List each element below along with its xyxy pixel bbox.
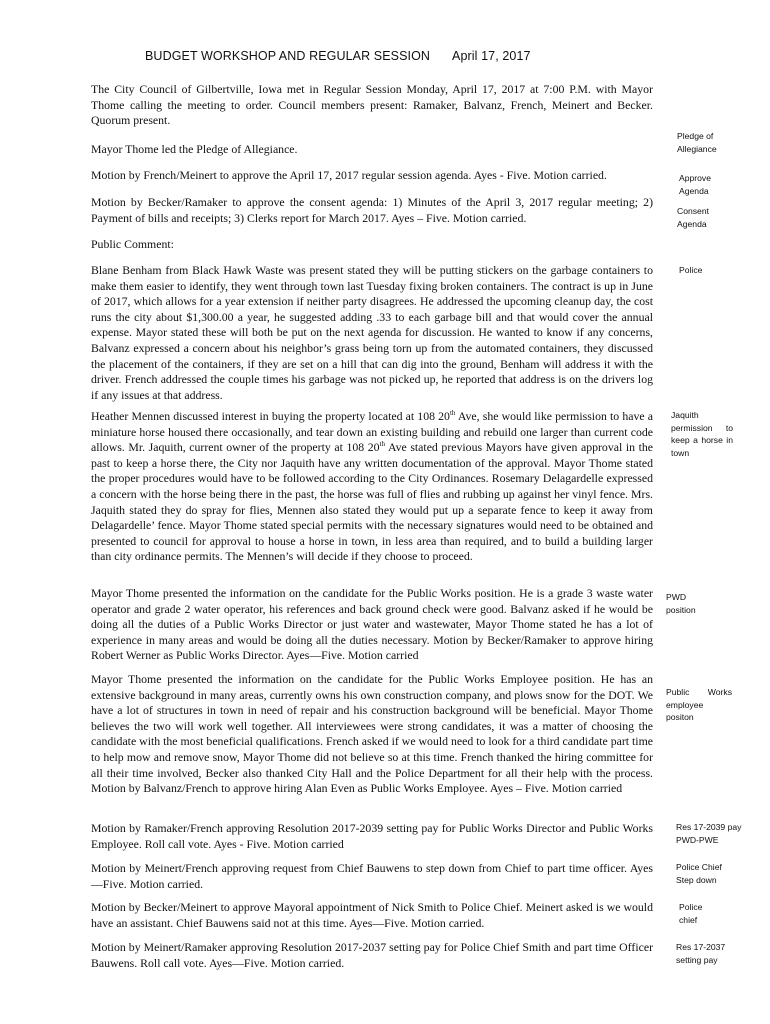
margin-note-res-2039: Res 17-2039 pay PWD-PWE <box>676 822 742 845</box>
margin-note-pledge: Pledge of Allegiance <box>677 131 717 154</box>
margin-note-pwe-position: Public Works employee positon <box>666 687 732 723</box>
margin-note-res-2037: Res 17-2037 setting pay <box>676 942 726 965</box>
margin-note-police-chief: Police chief <box>679 902 703 925</box>
mennen-paragraph <box>91 409 653 565</box>
margin-note-consent-agenda: Consent Agenda <box>677 206 710 229</box>
mennen-text-3: Ave stated previous Mayors have given approval in the past to keep a horse there, the City nor Jaquith have any written documentation of the approval. Mayor Thome stated the proper procedures would have to be followed according to the City Ordinances. Rosemary Delagardelle expressed a concern with the horse being there in the past, the horse was full of flies and rubbing up against her vinyl fence. Mrs. Jaquith stated they do spray for flies, Mennen also stated they would put up a separate fence to keep it away from Delagardelle’ fence. Mayor Thome stated special permits with the necessary signatures would need to be obtained and presented to council for approval to house a horse in town, in less area than required, and to build a building larger than city ordinance permits. The Mennen’s will decide if they choose to proceed. <box>91 440 654 564</box>
police-chief-paragraph: Motion by Becker/Meinert to approve Mayoral appointment of Nick Smith to Police Chief. Meinert asked is we would have an assistant. Chief Bauwens said not at this time. Ayes—Five. Motion carried. <box>91 900 653 930</box>
mennen-text-2: Ave, she would like permission to have a miniature horse housed there occasionally, and tear down an existing building and rebuild one larger than current code allows. Mr. Jaquith, current owner of the property at 108 20 <box>91 409 654 455</box>
mennen-text-1: Heather Mennen discussed interest in buying the property located at 108 20 <box>91 409 450 423</box>
res-2037-paragraph: Motion by Meinert/Ramaker approving Resolution 2017-2037 setting pay for Police Chief Smith and part time Officer Bauwens. Roll call vote. Ayes—Five. Motion carried. <box>91 940 653 970</box>
pwe-paragraph: Mayor Thome presented the information on the candidate for the Public Works Employee position. He has an extensive background in many areas, currently owns his own construction company, and plows snow for the DOT. We have a lot of structures in town in need of repair and his construction background will be beneficial. Mayor Thome believes the two will work well together. All interviewees were strong candidates, it was a matter of choosing the candidate with the most beneficial qualifications. French asked if we would need to look for a third candidate part time to help mow and remove snow, Mayor Thome did not believe so at this time. French thanked the hiring committee for all their time involved, Becker also thanked City Hall and the Police Department for all their help with the process. Motion by Balvanz/French to approve hiring Alan Even as Public Works Employee. Ayes – Five. Motion carried <box>91 672 653 796</box>
approve-agenda-paragraph: Motion by French/Meinert to approve the April 17, 2017 regular session agenda. Ayes - Five. Motion carried. <box>91 168 607 182</box>
margin-note-pwd-position: PWD position <box>666 592 696 615</box>
consent-agenda-paragraph: Motion by Becker/Ramaker to approve the consent agenda: 1) Minutes of the April 3, 2017 regular meeting; 2) Payment of bills and receipts; 3) Clerks report for March 2017. Ayes – Five. Motion carried. <box>91 195 653 225</box>
ordinal-suffix: th <box>379 440 385 449</box>
benham-paragraph: Blane Benham from Black Hawk Waste was present stated they will be putting stickers on the garbage containers to make them easier to identify, they went through town last Tuesday fixing broken containers. The contract is up in June of 2017, which allows for a year extension if neither party disagrees. He addressed the upcoming cleanup day, the cost runs the city about $1,300.00 a year, he suggested adding .33 to each garbage bill and that would cover the annual expense. Mayor stated these will both be put on the next agenda for discussion. He wanted to know if any concerns, Balvanz expressed a concern about his neighbor’s grass being torn up from the automated containers, they discussed the placement of the containers, if they are set on a hill that can dig into the ground, Benham will address it with the driver. French addressed the couple times his garbage was not picked up, he reported that address is on the drivers log if any issues at that address. <box>91 263 653 402</box>
page-header <box>145 49 531 63</box>
margin-note-chief-step-down: Police Chief Step down <box>676 862 722 885</box>
pwd-paragraph: Mayor Thome presented the information on the candidate for the Public Works position. He is a grade 3 waste water operator and grade 2 water operator, his references and back ground check were good. Balvanz asked if he would be doing all the duties of a Public Works Director or just water and wastewater, Mayor Thome stated he has a lot of experience in many areas and would be doing all the duties necessary. Motion by Becker/Ramaker to approve hiring Robert Werner as Public Works Director. Ayes—Five. Motion carried <box>91 586 653 663</box>
meeting-title: BUDGET WORKSHOP AND REGULAR SESSION <box>145 49 431 63</box>
pledge-paragraph: Mayor Thome led the Pledge of Allegiance. <box>91 142 298 156</box>
meeting-date: April 17, 2017 <box>452 49 531 63</box>
res-2039-paragraph: Motion by Ramaker/French approving Resolution 2017-2039 setting pay for Public Works Director and Public Works Employee. Roll call vote. Ayes - Five. Motion carried <box>91 821 653 851</box>
margin-note-approve-agenda: Approve Agenda <box>679 173 712 196</box>
public-comment-heading: Public Comment: <box>91 237 174 251</box>
margin-note-jaquith: Jaquith permission to keep a horse in town <box>671 410 733 458</box>
chief-step-down-paragraph: Motion by Meinert/French approving request from Chief Bauwens to step down from Chief to part time officer. Ayes—Five. Motion carried. <box>91 861 653 891</box>
opening-paragraph: The City Council of Gilbertville, Iowa met in Regular Session Monday, April 17, 2017 at 7:00 P.M. with Mayor Thome calling the meeting to order. Council members present: Ramaker, Balvanz, French, Meinert and Becker. Quorum present. <box>91 82 653 128</box>
margin-note-police: Police <box>679 265 703 275</box>
ordinal-suffix: th <box>449 409 456 418</box>
